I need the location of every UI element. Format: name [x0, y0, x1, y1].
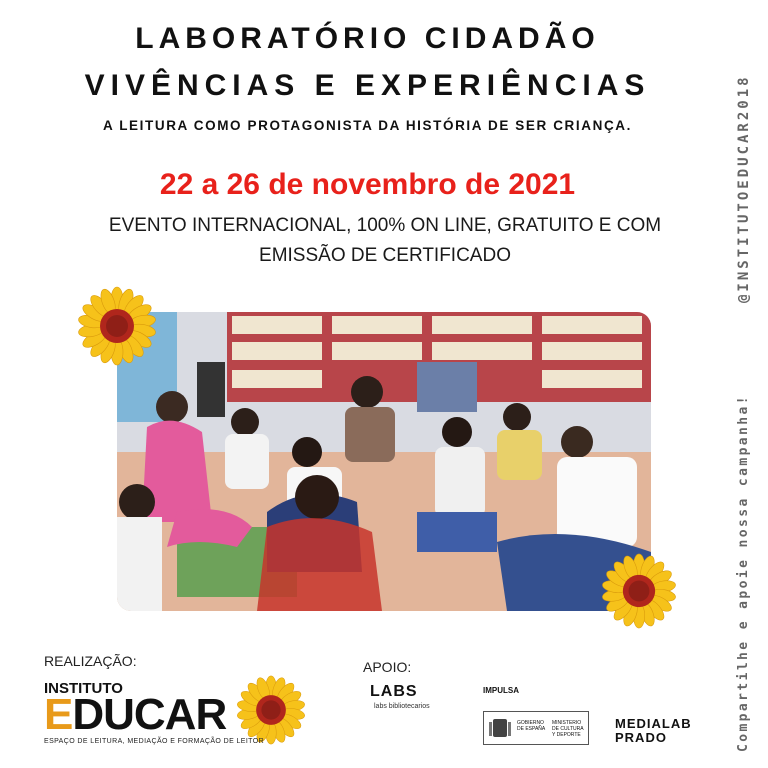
campaign-slogan: Compartilhe e apoie nossa campanha! [736, 394, 751, 752]
gobierno-text: GOBIERNO DE ESPAÑA [517, 720, 546, 732]
educar-logo-rest: DUCAR [72, 690, 227, 739]
subtitle: A LEITURA COMO PROTAGONISTA DA HISTÓRIA DE SER CRIANÇA. [103, 118, 632, 133]
realizacao-label: REALIZAÇÃO: [44, 653, 137, 669]
impulsa-label: IMPULSA [483, 686, 519, 695]
educar-tagline: ESPAÇO DE LEITURA, MEDIAÇÃO E FORMAÇÃO DE LEITOR [44, 738, 265, 745]
apoio-label: APOIO: [363, 659, 412, 675]
educar-logo [44, 690, 226, 740]
gobierno-logo [483, 711, 589, 745]
medialab-logo: MEDIALAB PRADO [615, 716, 692, 745]
ministerio-text: MINISTERIO DE CULTURA Y DEPORTE [552, 720, 584, 738]
sunflower-icon [236, 675, 306, 745]
educar-logo-e: E [44, 690, 73, 739]
event-date: 22 a 26 de novembro de 2021 [159, 168, 576, 201]
coat-of-arms-icon [488, 716, 512, 740]
event-description-line-1: EVENTO INTERNACIONAL, 100% ON LINE, GRATUITO E COM [108, 215, 662, 236]
labs-logo: LABS [370, 683, 418, 700]
event-description-line-2: EMISSÃO DE CERTIFICADO [259, 245, 511, 266]
photo-illustration [117, 312, 651, 611]
instituto-logo-top: INSTITUTO [44, 680, 123, 697]
labs-subtitle: labs bibliotecarios [374, 703, 430, 710]
sunflower-icon [77, 286, 157, 366]
instagram-handle: @INSTITUTOEDUCAR2018 [736, 74, 752, 303]
event-photo [117, 312, 651, 611]
sunflower-icon [601, 553, 677, 629]
title-line-2: VIVÊNCIAS E EXPERIÊNCIAS [84, 69, 651, 102]
title-line-1: LABORATÓRIO CIDADÃO [135, 22, 600, 55]
